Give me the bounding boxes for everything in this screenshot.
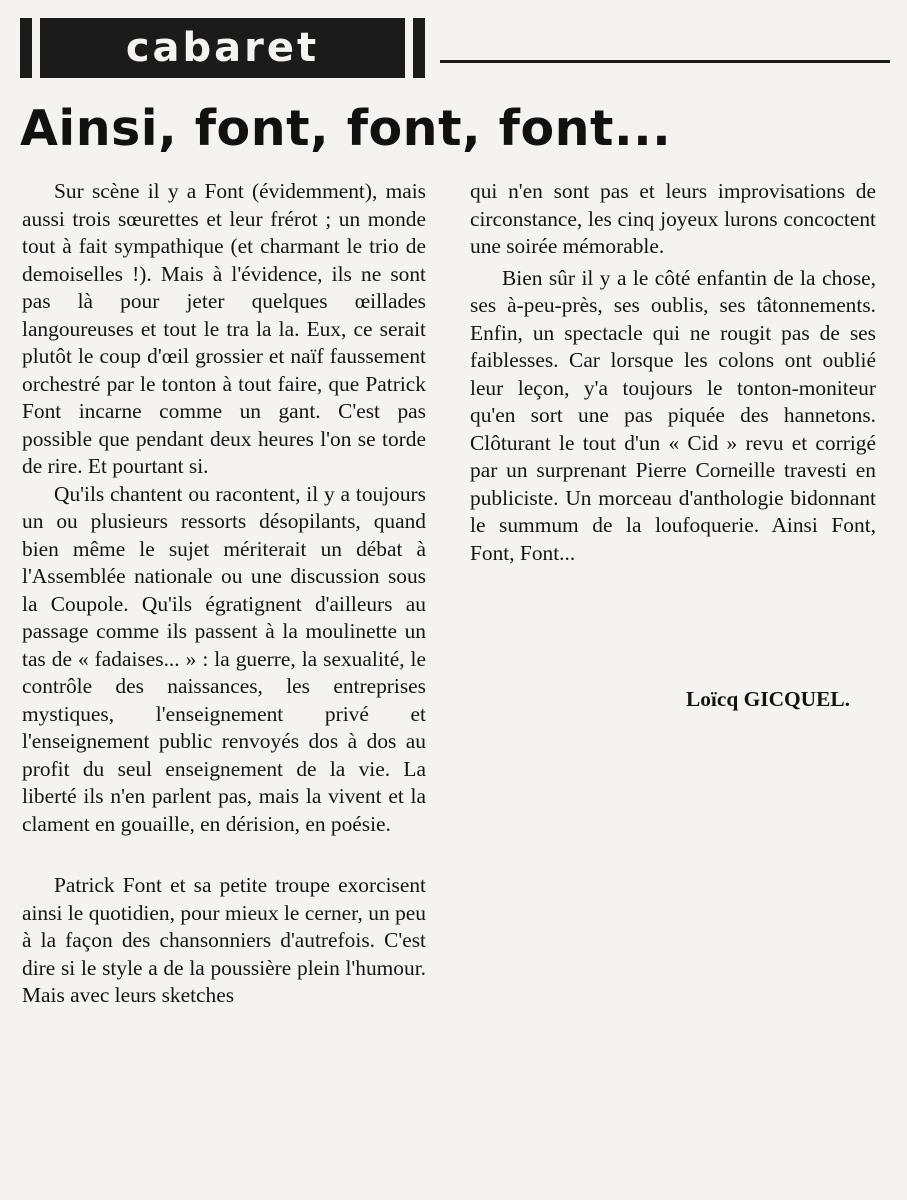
paragraph-continued: qui n'en sont pas et leurs improvisations de circonstance, les cinq joyeux lurons concoctent une soirée mémorable. [470, 179, 876, 258]
section-label: cabaret [125, 25, 320, 71]
paragraph-1: Sur scène il y a Font (évidemment), mais aussi trois sœurettes et leur frérot ; un monde tout à fait sympathique (et charmant le trio de demoiselles !). Mais à l'évidence, ils ne sont pas là pour jeter quelques œillades langoureuses et tout le tra la la. Eux, ce serait plutôt le coup d'œil grossier et naïf faussement orchestré par le tonton à tout faire, que Patrick Font incarne comme un gant. C'est pas possible que pendant deux heures l'on se torde de rire. Et pourtant si. [22, 179, 426, 478]
section-rule [440, 60, 890, 63]
section-header [20, 18, 890, 78]
article-column-left [22, 178, 426, 1010]
section-box-right-notch [405, 18, 413, 78]
paragraph-2: Qu'ils chantent ou racontent, il y a toujours un ou plusieurs ressorts désopilants, quand bien même le sujet mériterait un débat à l'Assemblée nationale ou une discussion sous la Coupole. Qu'ils égratignent d'ailleurs au passage comme ils passent à la moulinette un tas de « fadaises... » : la guerre, la sexualité, le contrôle des naissances, les entreprises mystiques, l'enseignement privé et l'enseignement public renvoyés dos à dos au profit du seul enseignement de la vie. La liberté ils n'en parlent pas, mais la vivent et la clament en gouaille, en dérision, en poésie. [22, 481, 426, 836]
author-signature: Loïcq GICQUEL. [685, 687, 850, 711]
paragraph-4: Bien sûr il y a le côté enfantin de la chose, ses à-peu-près, ses oublis, ses tâtonnements. Enfin, un spectacle qui ne rougit pas de ses faiblesses. Car lorsque les colons ont oublié leur leçon, y'a toujours le tonton-moniteur qu'en sort une pas piquée des hannetons. Clôturant le tout d'un « Cid » revu et corrigé par un surprenant Pierre Corneille travesti en publiciste. Un morceau d'anthologie bidonnant le summum de la loufoquerie. Ainsi Font, Font, Font... [470, 265, 876, 565]
article-column-right [470, 178, 876, 567]
paragraph-3: Patrick Font et sa petite troupe exorcisent ainsi le quotidien, pour mieux le cerner, un peu à la façon des chansonniers d'autrefois. C'est dire si le style a de la poussière plein l'humour. Mais avec leurs sketches [22, 873, 426, 1007]
section-box-left-notch [32, 18, 40, 78]
headline: Ainsi, font, font, font... [20, 100, 672, 157]
section-label-box [20, 18, 425, 78]
